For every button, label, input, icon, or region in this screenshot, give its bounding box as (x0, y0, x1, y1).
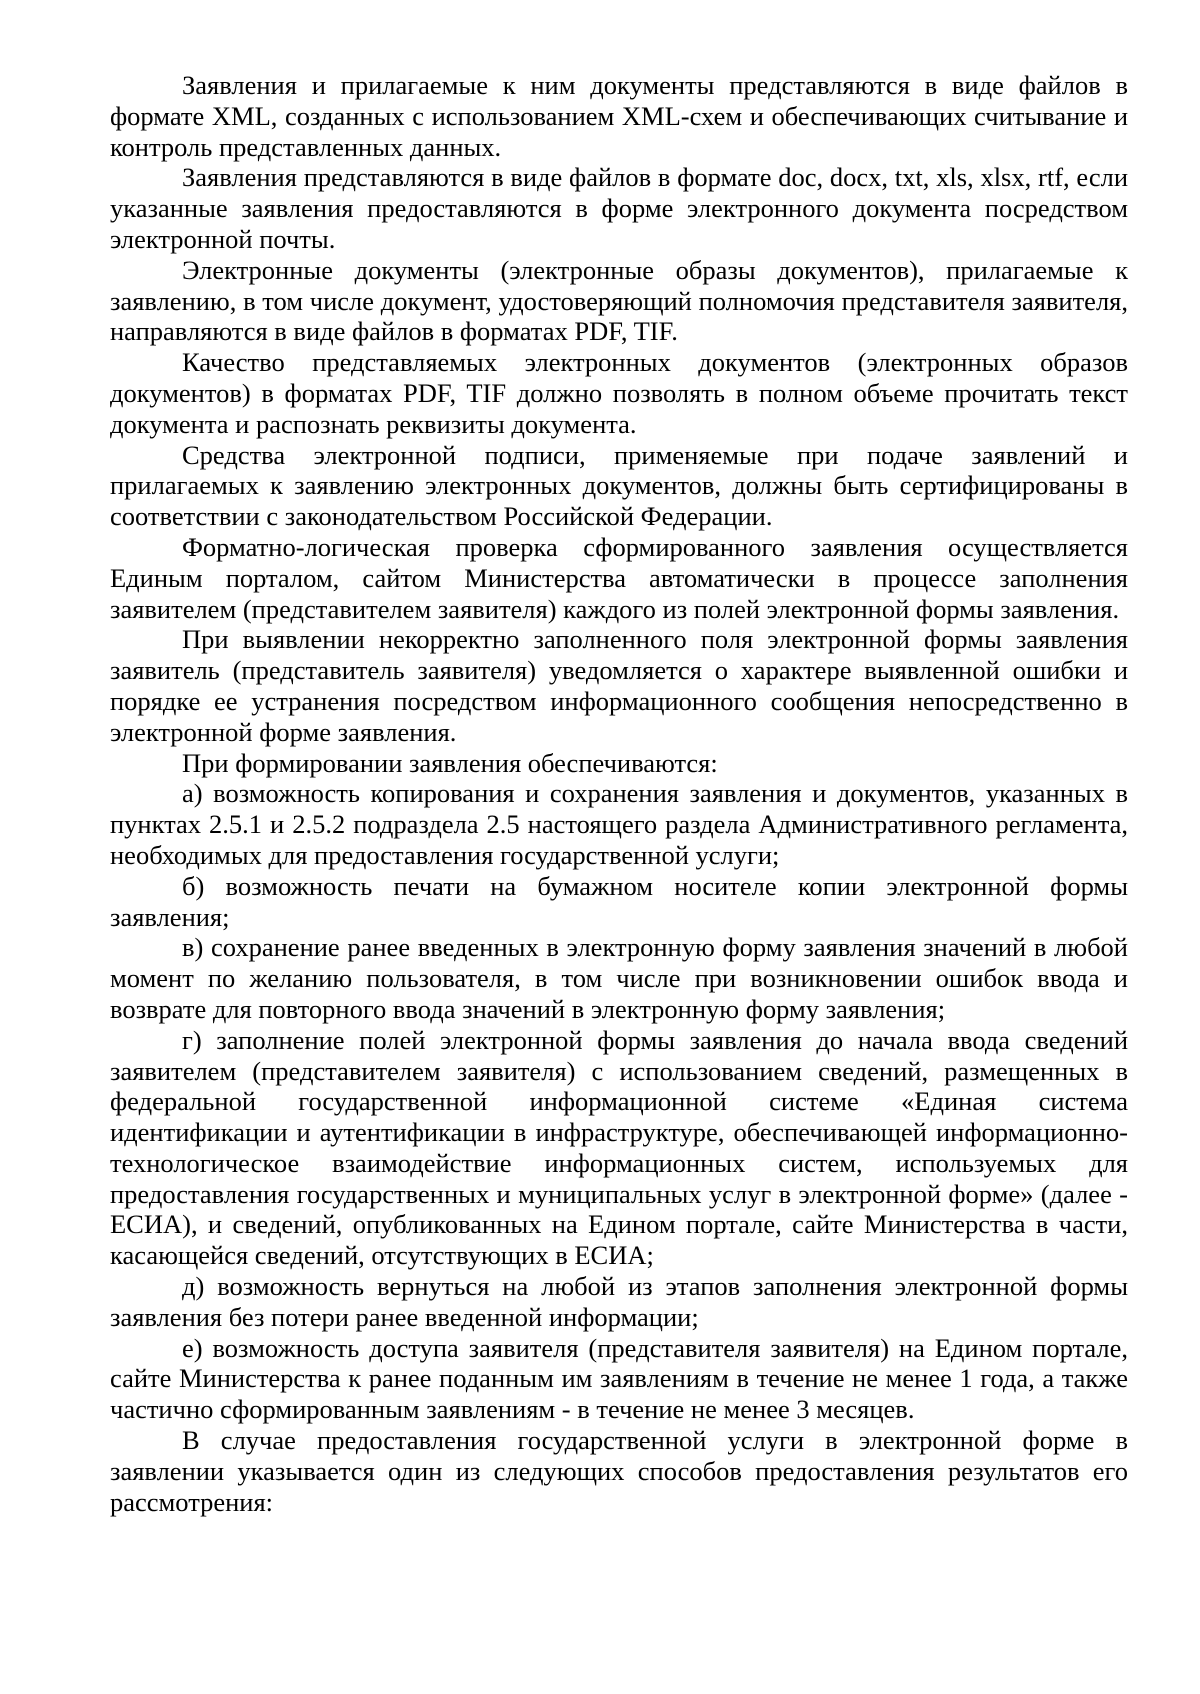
list-item-g: г) заполнение полей электронной формы заявления до начала ввода сведений заявителем (представителем заявителя) с использованием сведений, размещенных в федеральной государственной информационной системе «Единая система идентификации и аутентификации в инфраструктуре, обеспечивающей информационно-технологическое взаимодействие информационных систем, используемых для предоставления государственных и муниципальных услуг в электронной форме» (далее - ЕСИА), и сведений, опубликованных на Едином портале, сайте Министерства в части, касающейся сведений, отсутствующих в ЕСИА; (110, 1024, 1128, 1271)
list-item-v: в) сохранение ранее введенных в электронную форму заявления значений в любой момент по желанию пользователя, в том числе при возникновении ошибок ввода и возврате для повторного ввода значений в электронную форму заявления; (110, 932, 1128, 1024)
paragraph-result-methods: В случае предоставления государственной услуги в электронной форме в заявлении указывается один из следующих способов предоставления результатов его рассмотрения: (110, 1425, 1128, 1517)
paragraph-electronic-signature: Средства электронной подписи, применяемые при подаче заявлений и прилагаемых к заявлению электронных документов, должны быть сертифицированы в соответствии с законодательством Российской Федерации. (110, 439, 1128, 532)
paragraph-error-notification: При выявлении некорректно заполненного поля электронной формы заявления заявитель (представитель заявителя) уведомляется о характере выявленной ошибки и порядке ее устранения посредством информационного сообщения непосредственно в электронной форме заявления. (110, 624, 1128, 747)
paragraph-file-formats-xml: Заявления и прилагаемые к ним документы представляются в виде файлов в формате XML, созданных с использованием XML-схем и обеспечивающих считывание и контроль представленных данных. (110, 70, 1128, 162)
document-body (110, 70, 1128, 1517)
paragraph-format-check: Форматно-логическая проверка сформированного заявления осуществляется Единым порталом, сайтом Министерства автоматически в процессе заполнения заявителем (представителем заявителя) каждого из полей электронной формы заявления. (110, 531, 1128, 624)
paragraph-file-formats-email: Заявления представляются в виде файлов в формате doc, docx, txt, xls, xlsx, rtf, если указанные заявления предоставляются в форме электронного документа посредством электронной почты. (110, 162, 1128, 254)
paragraph-document-quality: Качество представляемых электронных документов (электронных образов документов) в форматах PDF, TIF должно позволять в полном объеме прочитать текст документа и распознать реквизиты документа. (110, 347, 1128, 439)
list-item-e: е) возможность доступа заявителя (представителя заявителя) на Едином портале, сайте Министерства к ранее поданным им заявлениям в течение не менее 1 года, а также частично сформированным заявлениям - в течение не менее 3 месяцев. (110, 1332, 1128, 1425)
list-item-d: д) возможность вернуться на любой из этапов заполнения электронной формы заявления без потери ранее введенной информации; (110, 1271, 1128, 1332)
list-item-a: а) возможность копирования и сохранения заявления и документов, указанных в пунктах 2.5.1 и 2.5.2 подраздела 2.5 настоящего раздела Административного регламента, необходимых для предоставления государственной услуги; (110, 778, 1128, 870)
paragraph-form-provisions-intro: При формировании заявления обеспечиваются: (182, 747, 718, 778)
list-item-b: б) возможность печати на бумажном носителе копии электронной формы заявления; (110, 870, 1128, 932)
paragraph-electronic-documents: Электронные документы (электронные образы документов), прилагаемые к заявлению, в том числе документ, удостоверяющий полномочия представителя заявителя, направляются в виде файлов в форматах PDF, TIF. (110, 254, 1128, 347)
